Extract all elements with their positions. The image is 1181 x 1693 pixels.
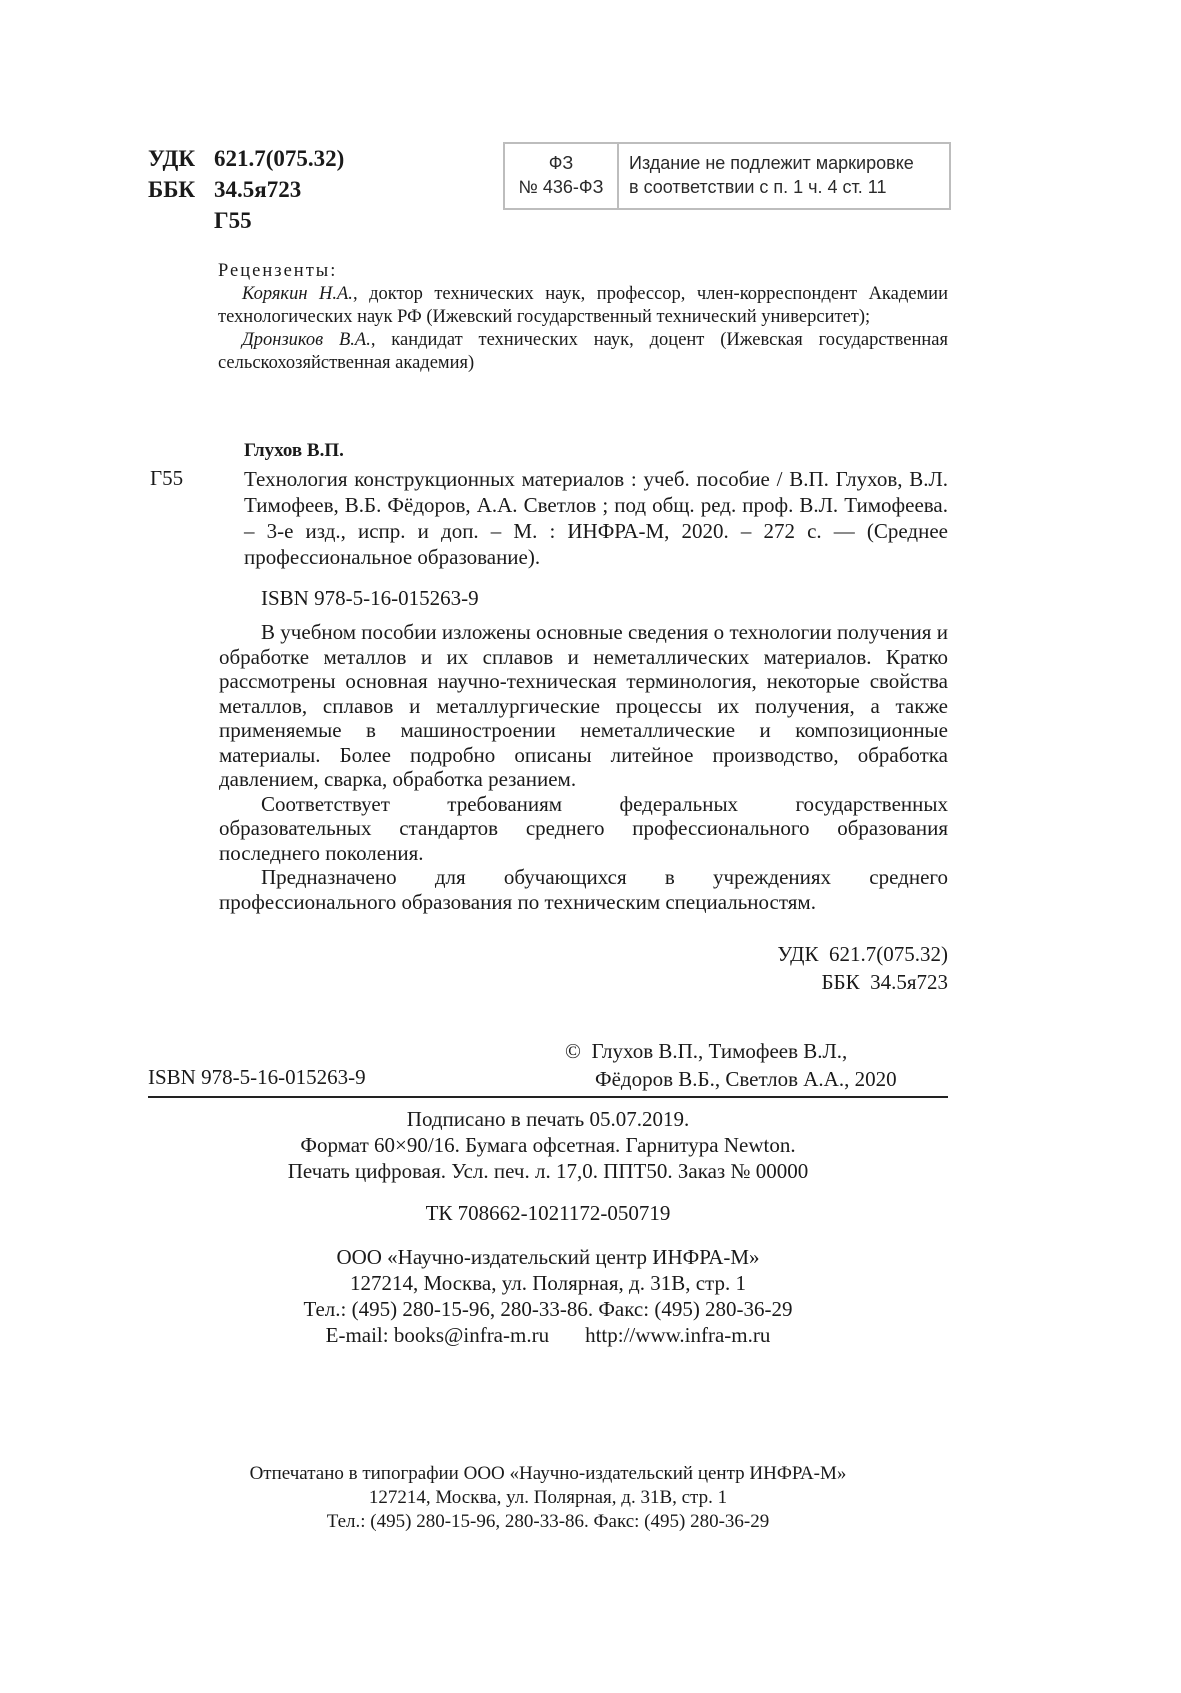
bibliographic-description: Технология конструкционных материалов : учеб. пособие / В.П. Глухов, В.Л. Тимофеев, В.Б. Фёдоров, А.А. Светлов ; под общ. ред. проф. В.Л. Тимофеева. – 3-е изд., испр. и доп. – М. : ИНФРА-М, 2020. – 272 с. — (Среднее профессиональное образование). [244, 467, 948, 569]
annotation [219, 620, 948, 914]
law-label: ФЗ [548, 153, 574, 173]
publisher-email[interactable]: E-mail: books@infra-m.ru [325, 1323, 550, 1347]
annotation-paragraph: В учебном пособии изложены основные сведения о технологии получения и обработке металлов и их сплавов и неметаллических материалов. Кратко рассмотрены основная научно-техническая терминология, некоторые свойства металлов, сплавов и металлургические процессы их получения, а также применяемые в машиностроении неметаллические и композиционные материалы. Более подробно описаны литейное производство, обработка давлением, сварка, обработка резанием. [219, 620, 948, 791]
udk-value: 621.7(075.32) [214, 146, 345, 171]
bibliographic-code: Г55 [150, 466, 184, 490]
classification-block [148, 143, 344, 236]
author-mark: Г55 [214, 208, 252, 233]
classification-codes-right [700, 940, 948, 996]
bibliographic-author: Глухов В.П. [244, 440, 344, 461]
reviewer-details: , кандидат технических наук, доцент (Ижевская государственная сельскохозяйственная академия) [218, 330, 949, 373]
imprint-line: Формат 60×90/16. Бумага офсетная. Гарнитура Newton. [300, 1133, 796, 1157]
divider [148, 1096, 948, 1098]
law-notice-line1: Издание не подлежит маркировке [629, 153, 914, 173]
bbk-value: 34.5я723 [214, 177, 302, 202]
isbn-entry: ISBN 978-5-16-015263-9 [261, 586, 479, 610]
copyright-line: Фёдоров В.Б., Светлов А.А., 2020 [595, 1067, 897, 1091]
publisher-block [148, 1244, 948, 1348]
reviewer-entry [218, 283, 948, 329]
annotation-paragraph: Предназначено для обучающихся в учреждениях среднего профессионального образования по техническим специальностям. [219, 865, 948, 914]
publisher-name: ООО «Научно-издательский центр ИНФРА-М» [336, 1245, 760, 1269]
annotation-paragraph: Соответствует требованиям федеральных государственных образовательных стандартов среднего профессионального образования последнего поколения. [219, 791, 948, 865]
reviewer-entry [218, 329, 948, 375]
udk-code: УДК 621.7(075.32) [777, 942, 948, 966]
udk-label: УДК [148, 146, 196, 171]
reviewer-details: , доктор технических наук, профессор, член-корреспондент Академии технологических наук РФ (Ижевский государственный технический университет); [218, 284, 948, 327]
publisher-website[interactable]: http://www.infra-m.ru [585, 1323, 771, 1347]
reviewer-name: Дронзиков В.А. [242, 330, 371, 350]
law-notice-line2: в соответствии с п. 1 ч. 4 ст. 11 [629, 177, 887, 197]
printer-name: Отпечатано в типографии ООО «Научно-издательский центр ИНФРА-М» [249, 1463, 847, 1484]
isbn-footer: ISBN 978-5-16-015263-9 [148, 1065, 366, 1089]
tk-code: ТК 708662-1021172-050719 [425, 1201, 671, 1225]
reviewers-section [218, 260, 948, 375]
printer-address: 127214, Москва, ул. Полярная, д. 31В, стр. 1 [368, 1487, 728, 1508]
printer-block [148, 1462, 948, 1534]
reviewer-name: Корякин Н.А. [242, 284, 353, 304]
copyright-line: © Глухов В.П., Тимофеев В.Л., [565, 1039, 848, 1063]
publisher-address: 127214, Москва, ул. Полярная, д. 31В, стр. 1 [350, 1271, 746, 1295]
imprint-line: Печать цифровая. Усл. печ. л. 17,0. ППТ50. Заказ № 00000 [287, 1159, 809, 1183]
bbk-code: ББК 34.5я723 [821, 970, 948, 994]
bbk-label: ББК [148, 177, 196, 202]
imprint-block [148, 1106, 948, 1184]
reviewers-title: Рецензенты: [218, 261, 338, 281]
printer-phones: Тел.: (495) 280-15-96, 280-33-86. Факс: (495) 280-36-29 [326, 1511, 770, 1532]
copyright-block [565, 1037, 897, 1093]
law-number: № 436-ФЗ [518, 177, 604, 197]
publisher-phones: Тел.: (495) 280-15-96, 280-33-86. Факс: (495) 280-36-29 [303, 1297, 793, 1321]
imprint-line: Подписано в печать 05.07.2019. [406, 1107, 690, 1131]
law-notice-box [503, 142, 951, 210]
